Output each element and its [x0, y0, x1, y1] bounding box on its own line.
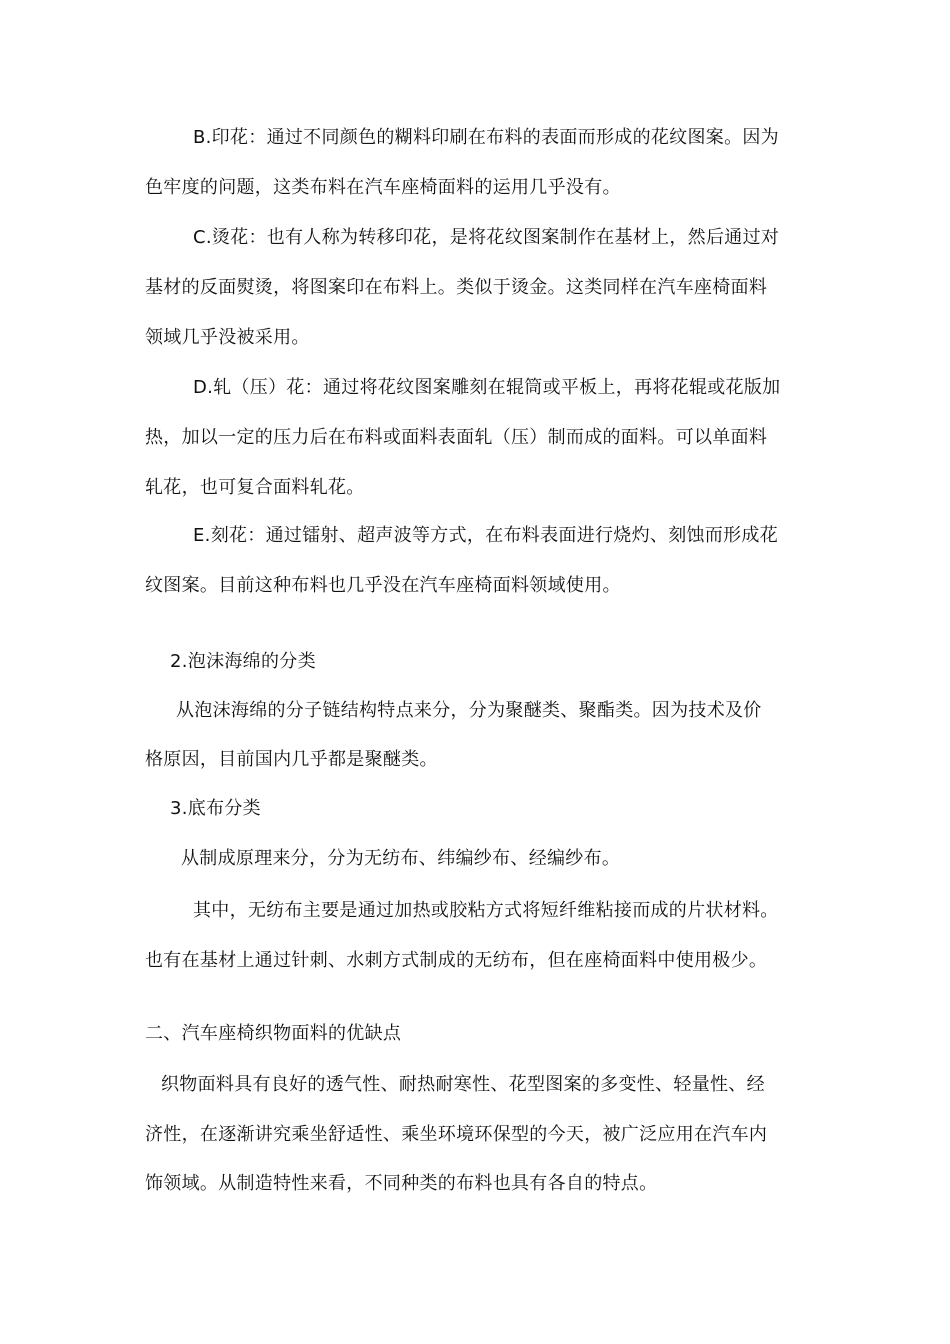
paragraph-d-line-2: 热，加以一定的压力后在布料或面料表面轧（压）制而成的面料。可以单面料 [145, 427, 768, 448]
paragraph-c-line-3: 领域几乎没被采用。 [145, 327, 310, 348]
paragraph-section-2-line-3: 饰领域。从制造特性来看，不同种类的布料也具有各自的特点。 [145, 1173, 658, 1194]
paragraph-c-line-2: 基材的反面熨烫，将图案印在布料上。类似于烫金。这类同样在汽车座椅面料 [145, 277, 768, 298]
paragraph-d-line-3: 轧花，也可复合面料轧花。 [145, 477, 365, 498]
paragraph-nonwoven-line-2: 也有在基材上通过针刺、水刺方式制成的无纺布，但在座椅面料中使用极少。 [145, 950, 768, 971]
paragraph-b-line-2: 色牢度的问题，这类布料在汽车座椅面料的运用几乎没有。 [145, 177, 621, 198]
heading-section-2: 二、汽车座椅织物面料的优缺点 [145, 1023, 402, 1044]
paragraph-e-line-1: E.刻花：通过镭射、超声波等方式，在布料表面进行烧灼、刻蚀而形成花 [193, 525, 778, 546]
heading-base-fabric: 3.底布分类 [170, 798, 261, 819]
paragraph-section-2-line-2: 济性，在逐渐讲究乘坐舒适性、乘坐环境环保型的今天，被广泛应用在汽车内 [145, 1124, 768, 1145]
paragraph-e-line-2: 纹图案。目前这种布料也几乎没在汽车座椅面料领域使用。 [145, 575, 621, 596]
paragraph-d-line-1: D.轧（压）花：通过将花纹图案雕刻在辊筒或平板上，再将花辊或花版加 [193, 377, 781, 398]
paragraph-foam-line-2: 格原因，目前国内几乎都是聚醚类。 [145, 749, 438, 770]
paragraph-c-line-1: C.烫花：也有人称为转移印花，是将花纹图案制作在基材上，然后通过对 [193, 227, 780, 248]
heading-foam-classification: 2.泡沫海绵的分类 [170, 651, 316, 672]
paragraph-section-2-line-1: 织物面料具有良好的透气性、耐热耐寒性、花型图案的多变性、轻量性、经 [161, 1074, 765, 1095]
paragraph-b-line-1: B.印花：通过不同颜色的糊料印刷在布料的表面而形成的花纹图案。因为 [193, 127, 779, 148]
paragraph-foam-line-1: 从泡沫海绵的分子链结构特点来分，分为聚醚类、聚酯类。因为技术及价 [176, 700, 762, 721]
paragraph-base-fabric: 从制成原理来分，分为无纺布、纬编纱布、经编纱布。 [181, 848, 621, 869]
paragraph-nonwoven-line-1: 其中，无纺布主要是通过加热或胶粘方式将短纤维粘接而成的片状材料。 [193, 900, 779, 921]
